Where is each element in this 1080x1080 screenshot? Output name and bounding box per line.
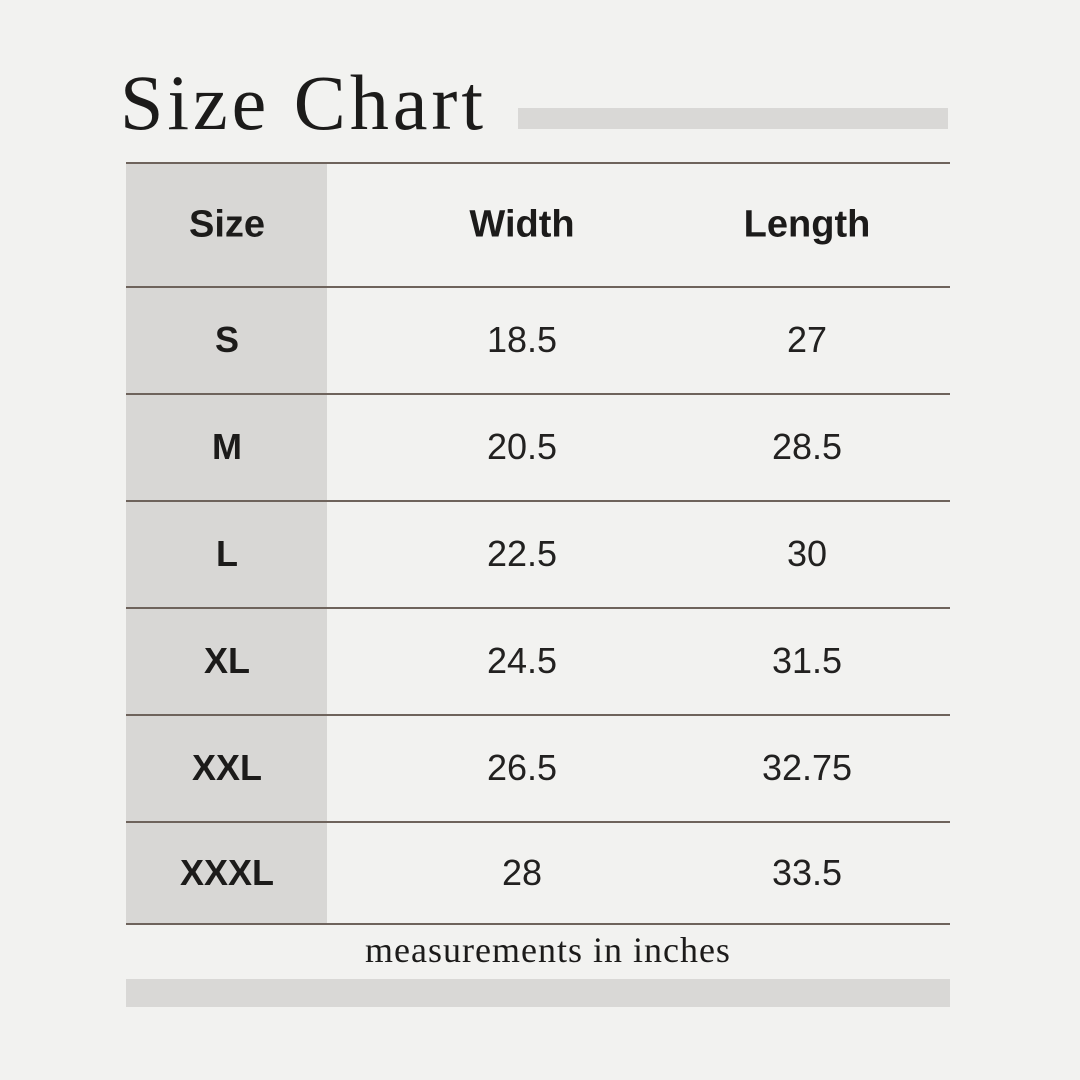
width-value: 24.5 [486,640,558,681]
length-value: 33.5 [771,852,843,893]
width-value: 26.5 [486,747,558,788]
column-header-width: Width [469,203,575,246]
width-value: 18.5 [486,319,558,360]
page-title: Size Chart [120,59,488,146]
title-accent-bar [518,108,948,129]
table-bottom-border [126,923,950,925]
table-top-border [126,162,950,164]
row-divider [126,821,950,823]
length-value: 32.75 [761,747,853,788]
length-value: 28.5 [771,426,843,467]
length-value: 31.5 [771,640,843,681]
length-value: 27 [786,319,828,360]
length-value: 30 [786,533,828,574]
size-label: XXXL [179,852,275,893]
size-chart-table [126,162,950,925]
width-value: 22.5 [486,533,558,574]
width-value: 28 [501,852,543,893]
row-divider [126,714,950,716]
bottom-accent-bar [126,979,950,1007]
row-divider [126,286,950,288]
size-label: XXL [191,747,263,788]
footer-note: measurements in inches [365,930,731,970]
column-header-size: Size [188,203,266,246]
row-divider [126,607,950,609]
width-value: 20.5 [486,426,558,467]
size-label: S [214,319,240,360]
size-label: XL [203,640,251,681]
size-label: L [216,533,238,574]
column-header-length: Length [743,203,871,246]
row-divider [126,393,950,395]
size-label: M [212,426,242,467]
row-divider [126,500,950,502]
